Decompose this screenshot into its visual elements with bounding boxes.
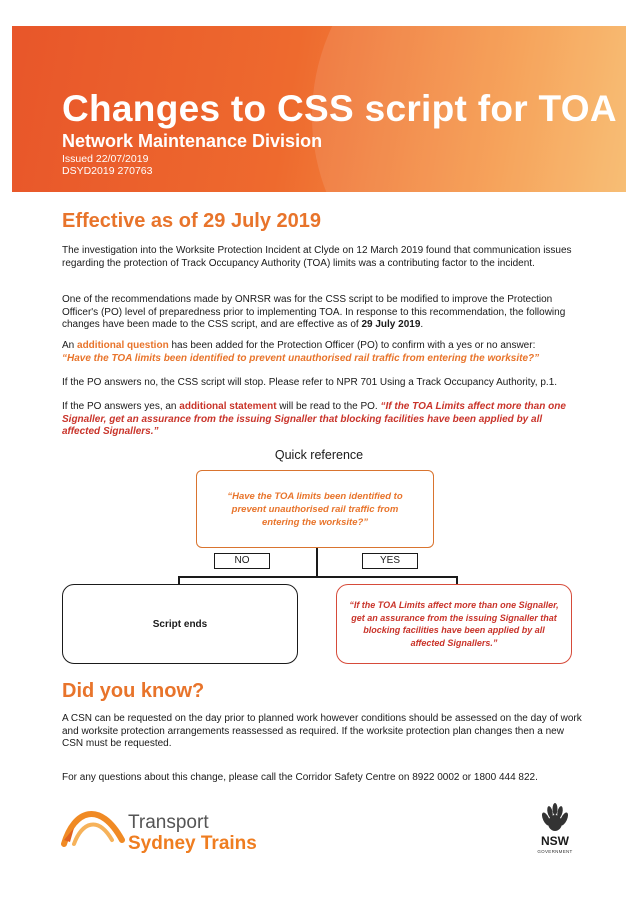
flowchart-yes-result-box [336, 584, 572, 664]
paragraph-additional-question [62, 340, 582, 365]
paragraph-investigation: The investigation into the Worksite Protection Incident at Clyde on 12 March 2019 found that communication issues regarding the protection of Track Occupancy Authority (TOA) limits was a contributing factor to the incident. [62, 245, 572, 269]
question-intro-pre: An [62, 340, 78, 351]
question-intro-post: has been added for the Protection Officer (PO) to confirm with a yes or no answer: [168, 340, 536, 351]
additional-question-highlight: additional question [77, 340, 169, 351]
division-name: Network Maintenance Division [62, 131, 323, 151]
flowchart-yes-result-text: “If the TOA Limits affect more than one Signaller, get an assurance from the issuing Signaller that blocking facilities have been applied by all affected Signallers.” [349, 600, 559, 648]
flowchart-question-box [196, 470, 434, 548]
did-you-know-heading: Did you know? [62, 680, 205, 702]
paragraph-no-answer: If the PO answers no, the CSS script will stop. Please refer to NPR 701 Using a Track Occupancy Authority, p.1. [62, 377, 558, 388]
recommendation-end: . [420, 319, 424, 330]
quick-reference-title: Quick reference [274, 448, 364, 462]
effective-date: 29 July 2019 [361, 319, 421, 330]
recommendation-text: One of the recommendations made by ONRSR was for the CSS script to be modified to improve the Protection Officer's (PO) level of preparedness prior to implementing TOA. In response to this recommendation, the following changes have been made to the CSS script, and are effective as of [62, 294, 566, 330]
did-you-know-text: A CSN can be requested on the day prior to planned work however conditions should be assessed on the day of work and worksite protection arrangements reassessed as required. If the worksite protection plan changes then a new CSN must be requested. [62, 713, 582, 749]
question-quote: “Have the TOA limits been identified to prevent unauthorised rail traffic from entering the worksite?” [62, 352, 540, 364]
logo-sydney-trains-text: Sydney Trains [128, 833, 257, 854]
effective-heading: Effective as of 29 July 2019 [62, 210, 322, 232]
additional-statement-highlight: additional statement [179, 401, 277, 412]
issue-info [62, 153, 153, 177]
logo-transport-text: Transport [128, 812, 209, 833]
statement-intro-post: will be read to the PO. [276, 401, 381, 412]
flowchart-no-result-box [62, 584, 298, 664]
nsw-logo-text: NSW [541, 834, 569, 848]
nsw-government-text: GOVERNMENT [537, 849, 573, 854]
statement-quote: “If the TOA Limits affect more than one Signaller, get an assurance from the issuing Signaller that blocking facilities have been applied by all affected Signallers.” [62, 401, 566, 437]
flowchart-no-label: NO [214, 553, 270, 569]
paragraph-yes-answer [62, 401, 582, 439]
flowchart-question-text: “Have the TOA limits been identified to prevent unauthorised rail traffic from entering the worksite?” [227, 490, 403, 528]
transport-logo-icon [60, 800, 126, 848]
paragraph-recommendation [62, 294, 582, 332]
header-banner [12, 26, 626, 192]
flowchart-stem-line [316, 548, 318, 577]
statement-intro-pre: If the PO answers yes, an [62, 401, 180, 412]
flowchart-no-result-text: Script ends [152, 618, 208, 630]
flowchart-yes-label: YES [362, 553, 418, 569]
flowchart-branch-line [178, 576, 458, 578]
document-reference: DSYD2019 270763 [62, 165, 153, 177]
document-title: Changes to CSS script for TOA [62, 88, 617, 129]
contact-info: For any questions about this change, please call the Corridor Safety Centre on 8922 0002 or 1800 444 822. [62, 772, 538, 783]
issue-date: Issued 22/07/2019 [62, 153, 149, 165]
waratah-icon [538, 803, 572, 833]
